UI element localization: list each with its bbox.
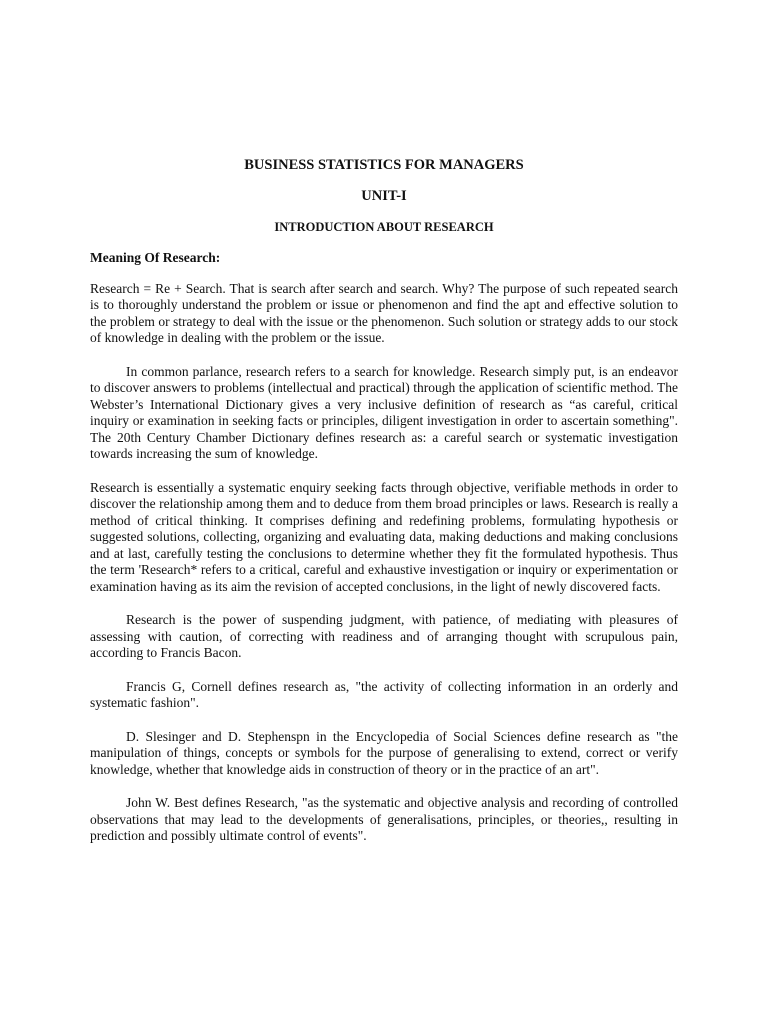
paragraph: John W. Best defines Research, "as the systematic and objective analysis and recording of controlled observations that may lead to the developments of generalisations, principles, or theories,, resulting in prediction and possibly ultimate control of events". — [90, 795, 678, 843]
paragraph: Research is essentially a systematic enquiry seeking facts through objective, verifiable methods in order to discover the relationship among them and to deduce from them broad principles or laws. Research is really a method of critical thinking. It comprises defining and redefining problems, formulating hypothesis or suggested solutions, collecting, organizing and evaluating data, making deductions and making conclusions and at last, carefully testing the conclusions to determine whether they fit the formulated hypothesis. Thus the term 'Research* refers to a critical, careful and exhaustive investigation or inquiry or experimentation or examination having as its aim the revision of accepted conclusions, in the light of newly discovered facts. — [90, 479, 678, 594]
document-page — [90, 156, 678, 862]
unit-label: UNIT-I — [361, 188, 407, 204]
paragraph: Research is the power of suspending judgment, with patience, of mediating with pleasures of assessing with caution, of correcting with readiness and of arranging thought with scrupulous pain, according to Francis Bacon. — [90, 612, 678, 660]
paragraph: D. Slesinger and D. Stephenspn in the Encyclopedia of Social Sciences define research as "the manipulation of things, concepts or symbols for the purpose of generalising to extend, correct or verify knowledge, whether that knowledge aids in construction of theory or in the practice of an art". — [90, 728, 678, 777]
section-heading: Meaning Of Research: — [90, 250, 221, 265]
paragraph: Research = Re + Search. That is search after search and search. Why? The purpose of such repeated search is to thoroughly understand the problem or issue or phenomenon and find the apt and effective solution to the problem or strategy to deal with the issue or the phenomenon. Such solution or strategy adds to our stock of knowledge in dealing with the problem or the issue. — [90, 280, 678, 345]
document-title: BUSINESS STATISTICS FOR MANAGERS — [244, 157, 524, 173]
paragraph: In common parlance, research refers to a search for knowledge. Research simply put, is an endeavor to discover answers to problems (intellectual and practical) through the application of scientific method. The Webster’s International Dictionary gives a very inclusive definition of research as “as careful, critical inquiry or examination in seeking facts or principles, diligent investigation in order to ascertain something". The 20th Century Chamber Dictionary defines research as: a careful search or systematic investigation towards increasing the sum of knowledge. — [90, 363, 678, 461]
paragraph: Francis G, Cornell defines research as, "the activity of collecting information in an orderly and systematic fashion". — [90, 678, 678, 710]
section-title: INTRODUCTION ABOUT RESEARCH — [274, 220, 494, 234]
